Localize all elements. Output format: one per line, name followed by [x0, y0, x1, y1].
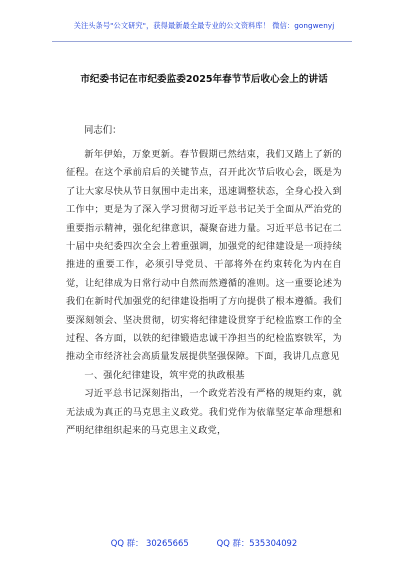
footer-contacts	[0, 537, 408, 549]
paragraph-intro: 新年伊始，万象更新。春节假期已然结束，我们又踏上了新的征程。在这个承前启后的关键节点，召开此次节后收心会，既是为了让大家尽快从节日氛围中走出来，迅速调整状态，全身心投入到工作中；更是为了深入学习贯彻习近平总书记关于全面从严治党的重要指示精神，强化纪律意识，凝聚奋进力量。习近平总书记在二十届中央纪委四次全会上着重强调，加强党的纪律建设是一项持续推进的重要工作，必须引导党员、干部将外在约束转化为内在自觉，让纪律成为日常行动中自然而然遵循的准则。这一重要论述为我们在新时代加强党的纪律建设指明了方向提供了根本遵循。我们要深刻领会、坚决贯彻，切实将纪律建设贯穿于纪检监察工作的全过程、各方面，以铁的纪律锻造忠诚干净担当的纪检监察铁军，为推动全市经济社会高质量发展提供坚强保障。下面，我讲几点意见	[66, 149, 342, 363]
footer-qq-group-1: QQ 群： 30265665	[110, 538, 189, 548]
paragraph-section-1: 习近平总书记深刻指出，一个政党若没有严格的规矩约束，就无法成为真正的马克思主义政党。我们党作为依靠坚定革命理想和严明纪律组织起来的马克思主义政党，	[66, 388, 342, 437]
document-title: 市纪委书记在市纪委监委2025年春节节后收心会上的讲话	[80, 74, 328, 85]
salutation: 同志们：	[84, 125, 122, 136]
document-body	[66, 146, 342, 441]
promo-banner: 关注头条号"公文研究"，获得最新最全最专业的公文资料库！ 微信：gongwenyj	[73, 21, 335, 30]
footer-qq-group-2: QQ 群：535304092	[216, 538, 298, 548]
banner-divider	[52, 41, 352, 42]
section-heading-1: 一、强化纪律建设，筑牢党的执政根基	[84, 369, 245, 381]
